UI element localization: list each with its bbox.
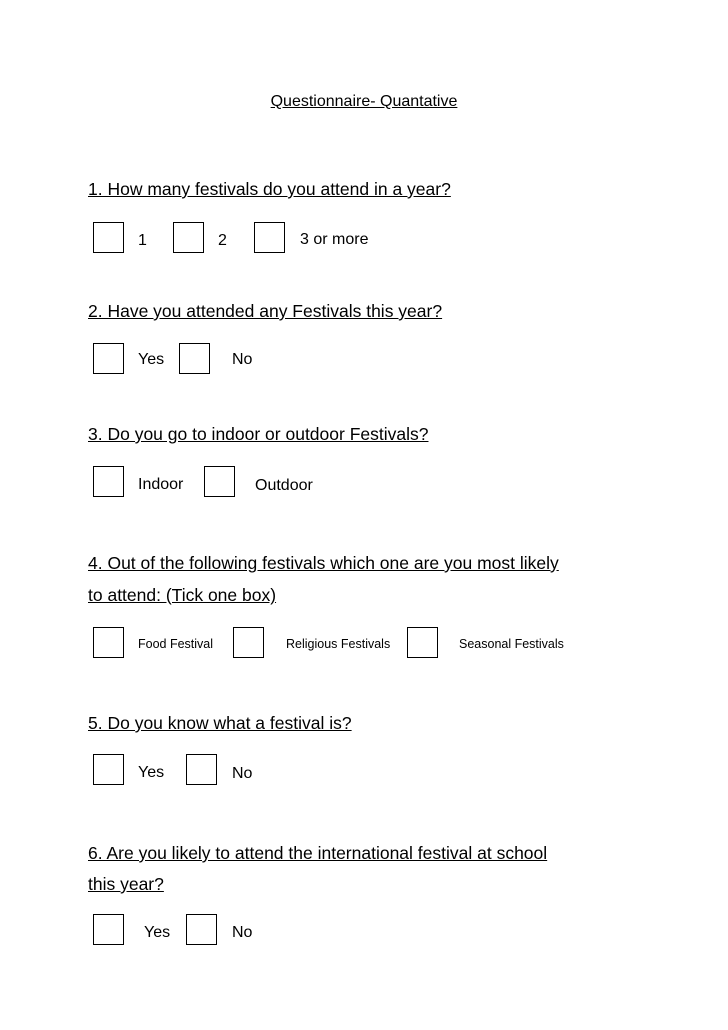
q3-indoor-label: Indoor [138,476,184,493]
q4-checkbox-seasonal-festivals[interactable] [407,627,438,658]
q1-option-2-label: 2 [218,232,227,249]
question-5-text: 5. Do you know what a festival is? [88,713,352,733]
q2-checkbox-yes[interactable] [93,343,124,374]
question-6-text-line-1: 6. Are you likely to attend the international festival at school [88,843,548,863]
question-4-text-line-2: to attend: (Tick one box) [88,585,277,605]
q6-checkbox-no[interactable] [186,914,217,945]
q1-option-1-label: 1 [138,232,147,249]
q2-checkbox-no[interactable] [179,343,210,374]
q5-yes-label: Yes [138,764,165,781]
q3-checkbox-outdoor[interactable] [204,466,235,497]
q5-checkbox-no[interactable] [186,754,217,785]
q2-yes-label: Yes [138,351,165,368]
question-3-text: 3. Do you go to indoor or outdoor Festivals? [88,424,429,444]
q1-option-3-label: 3 or more [300,231,369,248]
q2-no-label: No [232,351,253,368]
question-1-text: 1. How many festivals do you attend in a year? [88,179,451,199]
q6-yes-label: Yes [144,924,171,941]
question-6-text-line-2: this year? [88,874,164,894]
q1-checkbox-1[interactable] [93,222,124,253]
q1-checkbox-2[interactable] [173,222,204,253]
q5-no-label: No [232,765,253,782]
q4-seasonal-festivals-label: Seasonal Festivals [459,637,564,651]
page-title: Questionnaire- Quantative [270,93,458,110]
q3-outdoor-label: Outdoor [255,477,313,494]
q4-checkbox-religious-festivals[interactable] [233,627,264,658]
q6-checkbox-yes[interactable] [93,914,124,945]
q4-food-festival-label: Food Festival [138,637,214,651]
q3-checkbox-indoor[interactable] [93,466,124,497]
q4-religious-festivals-label: Religious Festivals [286,637,391,651]
q5-checkbox-yes[interactable] [93,754,124,785]
question-4-text-line-1: 4. Out of the following festivals which one are you most likely [88,553,559,573]
q4-checkbox-food-festival[interactable] [93,627,124,658]
question-2-text: 2. Have you attended any Festivals this year? [88,301,443,321]
q1-checkbox-3-or-more[interactable] [254,222,285,253]
q6-no-label: No [232,924,253,941]
